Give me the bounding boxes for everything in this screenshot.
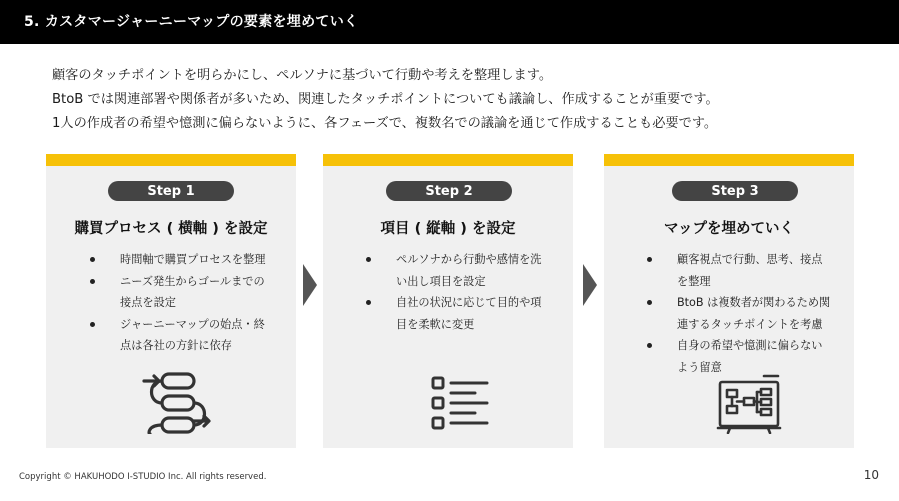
copyright-text: Copyright © HAKUHODO I-STUDIO Inc. All rights reserved.: [19, 472, 267, 482]
list-item: BtoB は複数者が関わるため関 連するタッチポイントを考慮: [645, 292, 850, 335]
list-item: 自社の状況に応じて目的や項 目を柔軟に変更: [364, 292, 569, 335]
list-item: ニーズ発生からゴールまでの 接点を設定: [88, 271, 288, 314]
next-arrow-icon: [583, 264, 597, 306]
page-number: 10: [863, 468, 879, 482]
step-badge-2: Step 2: [386, 181, 512, 201]
list-item: 時間軸で購買プロセスを整理: [88, 249, 288, 271]
next-arrow-icon: [303, 264, 317, 306]
checklist-icon: [431, 375, 489, 431]
step-badge-1: Step 1: [108, 181, 234, 201]
step-badge-3: Step 3: [672, 181, 798, 201]
card-accent-bar: [604, 154, 854, 166]
title-bar: [0, 0, 899, 44]
step-bullets-2: [364, 249, 569, 335]
process-flow-icon: [142, 372, 214, 434]
step-title-1: 購買プロセス ( 横軸 ) を設定: [74, 221, 268, 237]
step-title-3: マップを埋めていく: [664, 221, 794, 237]
list-item: ジャーニーマップの始点・終 点は各社の方針に依存: [88, 314, 288, 357]
step-title-2: 項目 ( 縦軸 ) を設定: [380, 221, 516, 237]
card-accent-bar: [323, 154, 573, 166]
card-accent-bar: [46, 154, 296, 166]
list-item: 顧客視点で行動、思考、接点 を整理: [645, 249, 850, 292]
intro-line-1: 顧客のタッチポイントを明らかにし、ペルソナに基づいて行動や考えを整理します。: [52, 68, 553, 83]
list-item: 自身の希望や憶測に偏らない よう留意: [645, 335, 850, 378]
list-item: ペルソナから行動や感情を洗 い出し項目を設定: [364, 249, 569, 292]
intro-line-2: BtoB では関連部署や関係者が多いため、関連したタッチポイントについても議論し、作成することが重要です。: [52, 92, 719, 107]
step-bullets-3: [645, 249, 850, 378]
intro-line-3: 1人の作成者の希望や憶測に偏らないように、各フェーズで、複数名での議論を通じて作成することも必要です。: [52, 116, 718, 131]
intro-text: [52, 64, 872, 136]
whiteboard-map-icon: [716, 372, 782, 434]
step-bullets-1: [88, 249, 288, 357]
page-title: 5. カスタマージャーニーマップの要素を埋めていく: [24, 14, 359, 30]
